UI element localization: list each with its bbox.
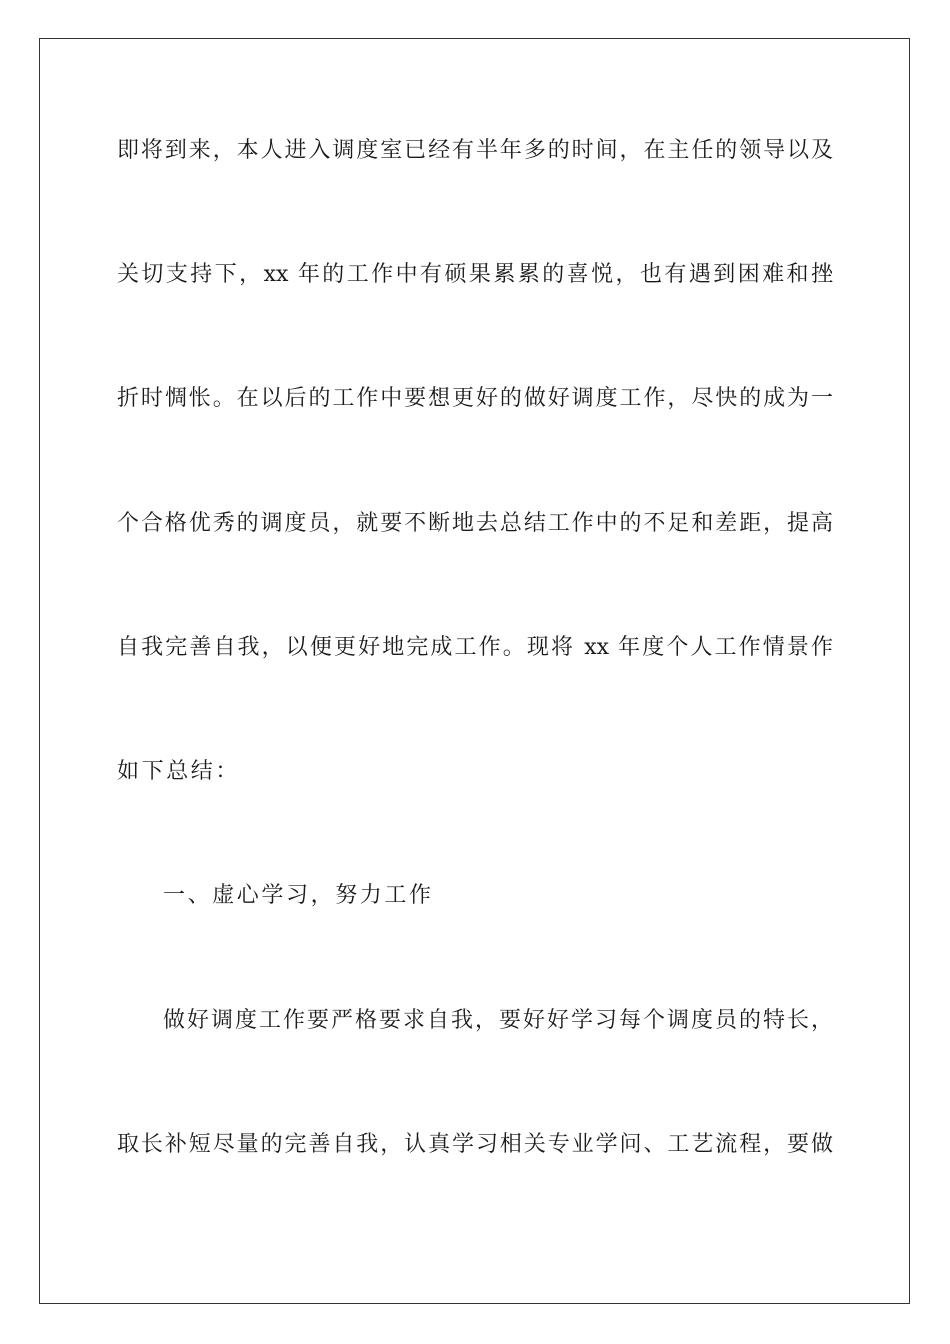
- section-heading: 一、虚心学习，努力工作: [163, 883, 434, 908]
- body-text-line-5: 自我完善自我，以便更好地完成工作。现将 xx 年度个人工作情景作: [117, 635, 833, 660]
- body-text-line-4: 个合格优秀的调度员，就要不断地去总结工作中的不足和差距，提高: [117, 511, 833, 536]
- body-text-line-2: 关切支持下，xx 年的工作中有硕果累累的喜悦，也有遇到困难和挫: [117, 262, 833, 287]
- body-text-line-8: 取长补短尽量的完善自我，认真学习相关专业学问、工艺流程，要做: [117, 1132, 833, 1157]
- page-border: [39, 38, 910, 1304]
- body-text-line-7: 做好调度工作要严格要求自我，要好好学习每个调度员的特长，: [163, 1008, 833, 1033]
- body-text-line-1: 即将到来，本人进入调度室已经有半年多的时间，在主任的领导以及: [117, 138, 833, 163]
- body-text-line-3: 折时惆怅。在以后的工作中要想更好的做好调度工作，尽快的成为一: [117, 386, 833, 411]
- body-text-line-6: 如下总结：: [117, 759, 241, 784]
